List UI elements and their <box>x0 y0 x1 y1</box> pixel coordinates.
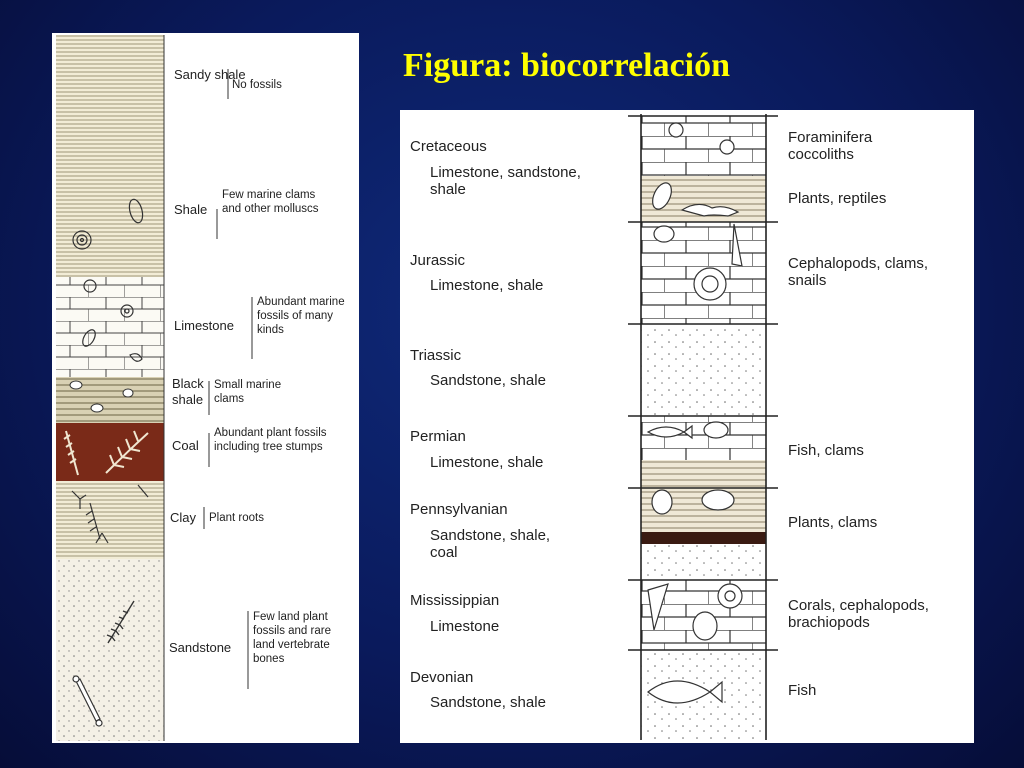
layer-cretaceous-limestone <box>641 116 766 176</box>
rock-label-pennsylvanian: Sandstone, shale, coal <box>430 527 551 561</box>
left-fossil-label-1: No fossils <box>232 79 282 91</box>
stratum-limestone <box>56 277 164 377</box>
right-stratigraphic-column <box>400 110 974 743</box>
clam-icon <box>654 226 674 242</box>
stratum-sandstone <box>56 559 164 741</box>
fossil-label-jurassic: Cephalopods, clams, snails <box>788 255 929 289</box>
fossil-label-mississippian: Corals, cephalopods, brachiopods <box>788 597 929 631</box>
slide-title: Figura: biocorrelación <box>403 47 731 84</box>
left-fossil-label-7: Few land plant fossils and rare land vertebrate bones <box>253 611 331 665</box>
left-rock-label-2: Shale <box>174 202 208 217</box>
left-rock-label-7: Sandstone <box>169 640 232 655</box>
left-fossil-label-5: Abundant plant fossils including tree stumps <box>214 427 327 453</box>
plant-frond-icon <box>652 490 672 514</box>
left-fossil-label-2: Few marine clams and other molluscs <box>222 189 319 215</box>
foraminifera-icon <box>669 123 683 137</box>
period-label-mississippian: Mississippian <box>410 592 500 609</box>
period-label-permian: Permian <box>410 428 466 445</box>
stratum-sandy-shale <box>56 35 164 135</box>
left-rock-label-1: Sandy shale <box>174 67 246 82</box>
left-rock-label-3: Limestone <box>174 318 234 333</box>
fossil-label-cretaceous-2: Plants, reptiles <box>788 190 887 207</box>
left-fossil-label-6: Plant roots <box>209 512 264 524</box>
left-rock-label-4: Black shale <box>172 376 204 407</box>
fossil-label-devonian: Fish <box>788 682 817 699</box>
pennsylvanian-clam-icon <box>702 490 734 510</box>
layer-pennsylvanian-coal <box>641 532 766 544</box>
left-rock-label-5: Coal <box>172 438 199 453</box>
fossil-label-permian: Fish, clams <box>788 442 864 459</box>
layer-pennsylvanian-sandstone <box>641 544 766 580</box>
fossil-label-cretaceous: Foraminifera coccoliths <box>788 129 873 163</box>
mississippian-cephalopod-icon <box>718 584 742 608</box>
layer-permian-limestone <box>641 416 766 460</box>
coccolith-icon <box>720 140 734 154</box>
stratum-shale <box>56 135 164 277</box>
fossil-label-pennsylvanian: Plants, clams <box>788 514 878 531</box>
period-label-cretaceous: Cretaceous <box>410 138 487 155</box>
rock-label-devonian: Sandstone, shale <box>430 694 546 711</box>
rock-label-mississippian: Limestone <box>430 618 500 635</box>
period-label-pennsylvanian: Pennsylvanian <box>410 501 508 518</box>
stratum-clay <box>56 481 164 559</box>
left-fossil-label-3: Abundant marine fossils of many kinds <box>257 296 345 336</box>
period-label-jurassic: Jurassic <box>410 252 466 269</box>
layer-permian-shale <box>641 460 766 488</box>
permian-clam-icon <box>704 422 728 438</box>
rock-label-permian: Limestone, shale <box>430 454 544 471</box>
brachiopod-icon <box>693 612 717 640</box>
rock-label-jurassic: Limestone, shale <box>430 277 544 294</box>
left-fossil-label-4: Small marine clams <box>214 379 282 405</box>
rock-label-cretaceous: Limestone, sandstone, shale <box>430 164 581 198</box>
period-label-triassic: Triassic <box>410 347 462 364</box>
rock-label-triassic: Sandstone, shale <box>430 372 546 389</box>
period-label-devonian: Devonian <box>410 669 474 686</box>
ammonite-icon <box>694 268 726 300</box>
left-stratigraphic-column <box>52 33 359 743</box>
left-rock-label-6: Clay <box>170 510 197 525</box>
layer-triassic-sandstone <box>641 324 766 416</box>
